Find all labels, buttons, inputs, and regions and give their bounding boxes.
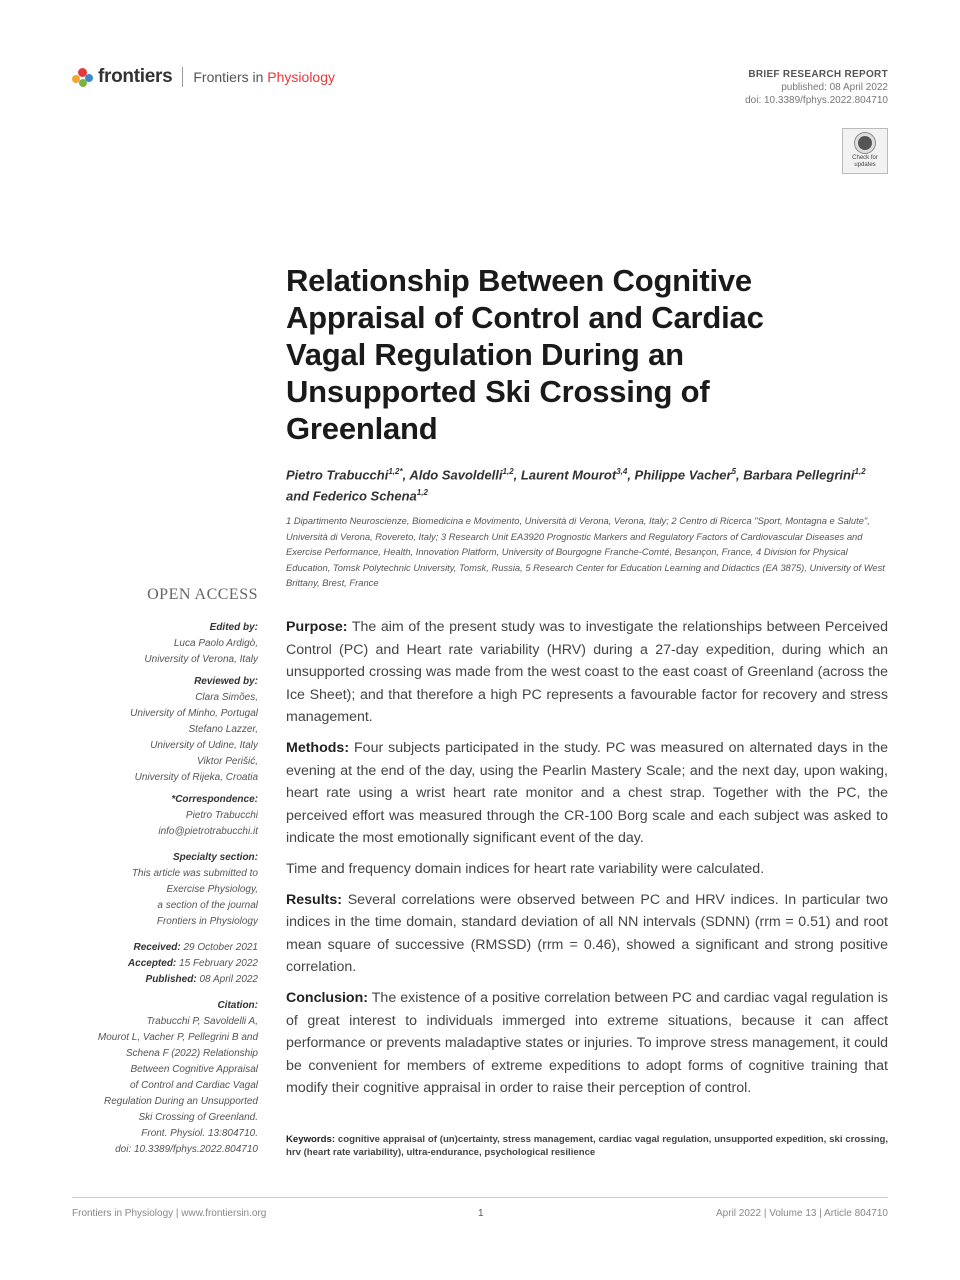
crossmark-label: Check for updates	[852, 155, 878, 168]
edited-by: Edited by: Luca Paolo Ardigò, University of Verona, Italy	[144, 622, 258, 665]
check-for-updates-button[interactable]	[842, 128, 888, 174]
open-access-label: OPEN ACCESS	[147, 586, 258, 603]
frontiers-logo	[72, 66, 335, 88]
article-title: Relationship Between Cognitive Appraisal of Control and Cardiac Vagal Regulation During an Unsupported Ski Crossing of Greenland	[286, 263, 764, 446]
article-type: BRIEF RESEARCH REPORT	[748, 69, 888, 80]
journal-name: Frontiers in Physiology	[193, 69, 335, 85]
abstract-conclusion: Conclusion: The existence of a positive correlation between PC and cardiac vagal regulation is of great interest to individuals immerged into extreme situations, because it can affect performance or prevents maladaptive states or injuries. To improve stress management, it could be convenient for members of extreme expeditions to adopt forms of cognitive training that modify their cognitive appraisal in order to raise their perception of control.	[286, 989, 889, 1097]
page-footer	[72, 1197, 888, 1219]
footer-volume: April 2022 | Volume 13 | Article 804710	[716, 1208, 888, 1219]
abstract-methods: Methods: Four subjects participated in the study. PC was measured on alternated days in the evening at the end of the day, using the Pearlin Mastery Scale; and the next day, upon waking, heart rate using a wrist heart rate monitor and a chest strap. Together with the PC, the perceived effort was measured through the CR-100 Borg scale and each subject was asked to indicate the most emotionally significant event of the day.	[286, 739, 889, 847]
correspondence: *Correspondence: Pietro Trabucchi info@pietrotrabucchi.it	[72, 792, 258, 840]
citation-doi[interactable]: doi: 10.3389/fphys.2022.804710	[115, 1144, 258, 1155]
article-meta	[745, 68, 888, 107]
citation: Citation: Trabucchi P, Savoldelli A, Mourot L, Vacher P, Pellegrini B and Schena F (2022) Relationship Between Cognitive Appraisal of Control and Cardiac Vagal Regulation During an Unsupported Ski Crossing of Greenland. Front. Physiol. 13:804710. doi: 10.3389/fphys.2022.804710	[72, 998, 258, 1158]
frontiers-logo-icon	[72, 66, 94, 88]
page-number: 1	[478, 1208, 484, 1219]
affiliations: 1 Dipartimento Neuroscienze, Biomedicina e Movimento, Università di Verona, Verona, Italy; 2 Centro di Ricerca "Sport, Montagna e Salute", Università di Verona, Rovereto, Italy; 3 Research Unit EA3920 Prognostic Markers and Regulatory Factors of Cardiovascular Diseases and Exercise Performance, Health, Innovation Platform, University of Bourgogne Franche-Comté, Besançon, France, 4 Division for Physical Education, Tomsk Polytechnic University, Tomsk, Russia, 5 Research Center for Education Learning and Didactics (EA 3875), University of West Brittany, Brest, France	[286, 515, 885, 588]
abstract-purpose: Purpose: The aim of the present study was to investigate the relationships between Perceived Control (PC) and Heart rate variability (HRV) during a 27-day expedition, during which an unsupported crossing was made from the west coast to the east coast of Greenland (across the Ice Sheet); and that therefore a high PC represents a favourable factor for recovery and stress management.	[286, 619, 889, 726]
page-header	[72, 66, 888, 106]
footer-journal[interactable]: Frontiers in Physiology | www.frontiersin.org	[72, 1208, 267, 1219]
article-info-sidebar	[72, 620, 258, 1164]
logo-divider	[182, 67, 183, 87]
article-dates: Received: 29 October 2021 Accepted: 15 February 2022 Published: 08 April 2022	[127, 942, 258, 985]
author-list: Pietro Trabucchi$^{1,2*}$, Aldo Savoldelli$^{1,2}$, Laurent Mourot$^{3,4}$, Philippe Vacher$^5$, Barbara Pellegrini$^{1,2}$ and Federico Schena$^{1,2}$	[286, 467, 866, 504]
keywords: Keywords: cognitive appraisal of (un)certainty, stress management, cardiac vagal regulation, unsupported expedition, ski crossing, hrv (heart rate variability), ultra-endurance, psychological resilience	[286, 1134, 888, 1158]
article-doi[interactable]: doi: 10.3389/fphys.2022.804710	[745, 95, 888, 106]
reviewed-by: Reviewed by: Clara Simões, University of Minho, Portugal Stefano Lazzer, University of Udine, Italy Viktor Perišić, University of Rijeka, Croatia	[130, 676, 258, 783]
correspondence-email[interactable]: info@pietrotrabucchi.it	[158, 826, 258, 837]
published-date: published: 08 April 2022	[781, 82, 888, 93]
abstract	[286, 616, 888, 1108]
abstract-results: Results: Several correlations were observed between PC and HRV indices. In particular two indices in the time domain, standard deviation of all NN intervals (SDNN) (rrm = 0.51) and root mean square of successive (RMSSD) (rrm = 0.46), showed a significant and strong positive correlation.	[286, 891, 888, 976]
logo-wordmark: frontiers	[98, 66, 173, 87]
abstract-indices: Time and frequency domain indices for heart rate variability were calculated.	[286, 860, 765, 877]
specialty-section: Specialty section: This article was submitted to Exercise Physiology, a section of the journal Frontiers in Physiology	[131, 852, 258, 927]
crossmark-icon	[855, 133, 875, 153]
